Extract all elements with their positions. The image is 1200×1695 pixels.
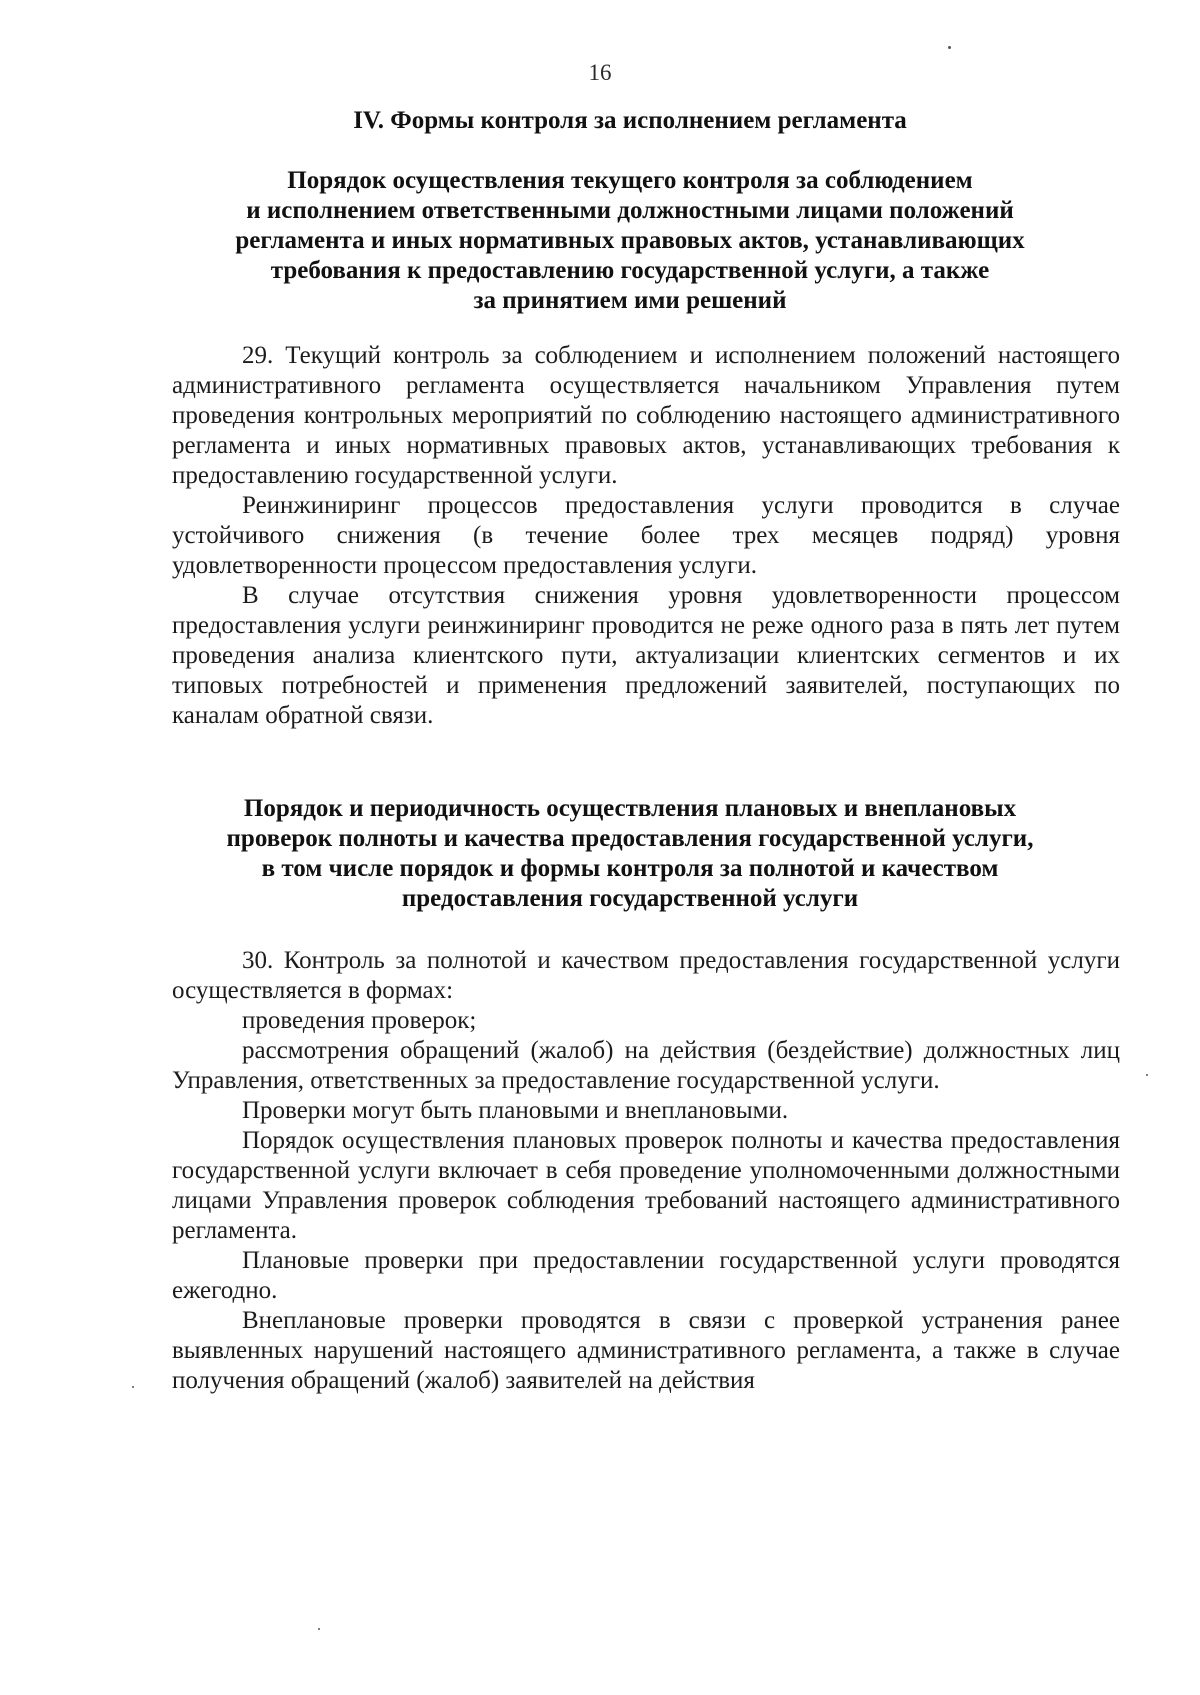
paragraph: Плановые проверки при предоставлении государственной услуги проводятся ежегодно. <box>172 1247 1120 1304</box>
paragraph: В случае отсутствия снижения уровня удовлетворенности процессом предоставления услуги реинжиниринг проводится не реже одного раза в пять лет путем проведения анализа клиентского пути, актуализации клиентских сегментов и их типовых потребностей и применения предложений заявителей, поступающих по каналам обратной связи. <box>172 582 1120 729</box>
page-number: 16 <box>588 60 612 85</box>
paragraph: рассмотрения обращений (жалоб) на действия (бездействие) должностных лиц Управления, ответственных за предоставление государственной услуги. <box>172 1037 1120 1094</box>
body-text-block-2 <box>172 946 1120 1396</box>
paragraph: Внеплановые проверки проводятся в связи с проверкой устранения ранее выявленных нарушений настоящего административного регламента, а также в случае получения обращений (жалоб) заявителей на действия <box>172 1307 1120 1394</box>
heading-line: Порядок осуществления текущего контроля за соблюдением <box>287 167 973 194</box>
heading-line: регламента и иных нормативных правовых актов, устанавливающих <box>235 227 1025 254</box>
heading-line: в том числе порядок и формы контроля за полнотой и качеством <box>261 855 999 882</box>
paragraph: проведения проверок; <box>242 1007 477 1034</box>
scan-speck <box>948 46 951 49</box>
scan-speck <box>1146 1074 1148 1076</box>
section-title <box>150 106 1110 136</box>
subsection-heading-inspections <box>150 794 1110 914</box>
paragraph: Реинжиниринг процессов предоставления услуги проводится в случае устойчивого снижения (в течение более трех месяцев подряд) уровня удовлетворенности процессом предоставления услуги. <box>172 492 1120 579</box>
heading-line: требования к предоставлению государственной услуги, а также <box>270 257 990 284</box>
paragraph: Порядок осуществления плановых проверок полноты и качества предоставления государственной услуги включает в себя проведение уполномоченными должностными лицами Управления проверок соблюдения требований настоящего административного регламента. <box>172 1127 1120 1244</box>
heading-line: за принятием ими решений <box>473 287 787 314</box>
scan-speck <box>132 1386 134 1388</box>
heading-line: Порядок и периодичность осуществления плановых и внеплановых <box>243 795 1017 822</box>
scan-speck <box>318 1628 320 1630</box>
paragraph: 30. Контроль за полнотой и качеством предоставления государственной услуги осуществляется в формах: <box>172 947 1120 1004</box>
heading-line: и исполнением ответственными должностными лицами положений <box>246 197 1014 224</box>
heading-line: проверок полноты и качества предоставления государственной услуги, <box>226 825 1034 852</box>
section-title-text: IV. Формы контроля за исполнением регламента <box>353 107 907 134</box>
paragraph: 29. Текущий контроль за соблюдением и исполнением положений настоящего административного регламента осуществляется начальником Управления путем проведения контрольных мероприятий по соблюдению настоящего административного регламента и иных нормативных правовых актов, устанавливающих требования к предоставлению государственной услуги. <box>172 342 1120 489</box>
subsection-heading-current-control <box>150 166 1110 316</box>
heading-line: предоставления государственной услуги <box>401 885 859 912</box>
body-text-block-1 <box>172 341 1120 731</box>
paragraph: Проверки могут быть плановыми и внеплановыми. <box>242 1097 789 1124</box>
